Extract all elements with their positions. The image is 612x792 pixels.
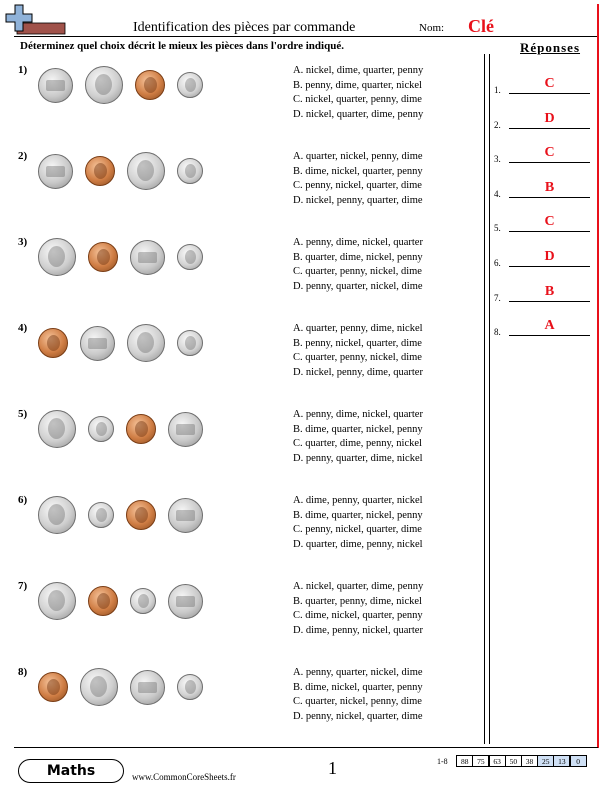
question-number: 2) xyxy=(18,150,28,162)
subject-badge: Maths xyxy=(18,759,124,783)
answer-choices xyxy=(293,322,423,380)
choice-option[interactable]: C. dime, nickel, quarter, penny xyxy=(293,610,423,622)
commoncoresheets-logo xyxy=(5,4,67,36)
answer-value: C xyxy=(544,145,555,161)
answer-row xyxy=(494,180,594,200)
answer-blank[interactable] xyxy=(509,301,590,302)
quarter-coin xyxy=(38,238,76,276)
question-number: 3) xyxy=(18,236,28,248)
dime-coin xyxy=(88,416,114,442)
answer-number: 1. xyxy=(494,85,501,95)
choice-option[interactable]: A. penny, quarter, nickel, dime xyxy=(293,667,423,678)
question-number: 7) xyxy=(18,580,28,592)
nickel-coin xyxy=(38,68,73,103)
nickel-coin xyxy=(168,498,203,533)
choice-option[interactable]: A. nickel, quarter, dime, penny xyxy=(293,581,424,592)
answer-value: D xyxy=(544,110,555,126)
choice-option[interactable]: C. penny, nickel, quarter, dime xyxy=(293,524,422,536)
choice-option[interactable]: A. quarter, nickel, penny, dime xyxy=(293,151,423,162)
problem xyxy=(18,580,478,644)
quarter-coin xyxy=(38,582,76,620)
choice-option[interactable]: B. dime, nickel, quarter, penny xyxy=(293,681,423,693)
nickel-coin xyxy=(80,326,115,361)
nickel-coin xyxy=(168,584,203,619)
penny-coin xyxy=(38,672,68,702)
answer-value: A xyxy=(544,318,555,334)
score-cell: 13 xyxy=(553,755,570,767)
quarter-coin xyxy=(127,152,165,190)
answer-number: 3. xyxy=(494,154,501,165)
score-range: 1-8 xyxy=(437,757,448,766)
quarter-coin xyxy=(38,496,76,534)
choice-option[interactable]: C. quarter, penny, nickel, dime xyxy=(293,352,422,364)
problem xyxy=(18,666,478,730)
answer-choices xyxy=(293,408,423,466)
answer-blank[interactable] xyxy=(509,162,590,163)
problem xyxy=(18,408,478,472)
choice-option[interactable]: B. quarter, dime, nickel, penny xyxy=(293,251,423,263)
answer-blank[interactable] xyxy=(509,335,590,336)
nickel-coin xyxy=(130,670,165,705)
answer-value: B xyxy=(544,283,555,299)
choice-option[interactable]: C. penny, nickel, quarter, dime xyxy=(293,180,422,192)
quarter-coin xyxy=(85,66,123,104)
answer-number: 6. xyxy=(494,258,501,268)
penny-coin xyxy=(88,242,118,272)
problem xyxy=(18,236,478,300)
choice-option[interactable]: C. quarter, nickel, penny, dime xyxy=(293,696,422,708)
dime-coin xyxy=(177,244,203,270)
question-number: 5) xyxy=(18,408,28,420)
answer-value: D xyxy=(544,249,555,264)
footer-divider xyxy=(14,747,598,748)
choice-option[interactable]: A. penny, dime, nickel, quarter xyxy=(293,409,423,420)
dime-coin xyxy=(177,72,203,98)
problem xyxy=(18,150,478,214)
problem xyxy=(18,494,478,558)
choice-option[interactable]: B. dime, nickel, quarter, penny xyxy=(293,165,423,177)
choice-option[interactable]: A. penny, dime, nickel, quarter xyxy=(293,237,423,248)
dime-coin xyxy=(177,330,203,356)
choice-option[interactable]: D. penny, quarter, nickel, dime xyxy=(293,280,423,292)
choice-option[interactable]: D. dime, penny, nickel, quarter xyxy=(293,624,423,636)
dime-coin xyxy=(88,502,114,528)
answer-number: 4. xyxy=(494,188,501,199)
score-cell: 25 xyxy=(537,755,554,767)
answer-value: B xyxy=(544,179,555,195)
question-number: 1) xyxy=(18,64,28,76)
choice-option[interactable]: A. dime, penny, quarter, nickel xyxy=(293,495,423,506)
dime-coin xyxy=(177,158,203,184)
answer-value: C xyxy=(544,76,555,91)
choice-option[interactable]: A. quarter, penny, dime, nickel xyxy=(293,323,423,334)
answer-number: 7. xyxy=(494,292,501,303)
choice-option[interactable]: D. penny, quarter, dime, nickel xyxy=(293,452,423,464)
penny-coin xyxy=(135,70,165,100)
answer-blank[interactable] xyxy=(509,197,590,198)
header-divider xyxy=(14,36,598,37)
name-label: Nom: xyxy=(419,22,445,34)
choice-option[interactable]: D. nickel, penny, quarter, dime xyxy=(293,194,423,206)
choice-option[interactable]: D. quarter, dime, penny, nickel xyxy=(293,538,423,550)
answer-choices xyxy=(293,236,423,294)
worksheet-title: Identification des pièces par commande xyxy=(133,20,356,35)
penny-coin xyxy=(126,414,156,444)
question-number: 8) xyxy=(18,666,28,678)
score-cell: 38 xyxy=(521,755,538,767)
score-cell: 63 xyxy=(489,755,506,767)
penny-coin xyxy=(88,586,118,616)
answer-choices xyxy=(293,64,423,122)
nickel-coin xyxy=(130,240,165,275)
answer-value: C xyxy=(544,214,555,230)
choice-option[interactable]: B. penny, dime, quarter, nickel xyxy=(293,79,422,91)
nickel-coin xyxy=(168,412,203,447)
choice-option[interactable]: C. nickel, quarter, penny, dime xyxy=(293,94,422,106)
answer-row xyxy=(494,76,594,96)
choice-option[interactable]: D. penny, nickel, quarter, dime xyxy=(293,710,423,722)
problem xyxy=(18,322,478,386)
answer-blank[interactable] xyxy=(509,231,590,232)
quarter-coin xyxy=(38,410,76,448)
page-number: 1 xyxy=(328,758,337,778)
answer-row xyxy=(494,318,594,338)
choice-option[interactable]: C. quarter, penny, nickel, dime xyxy=(293,266,422,278)
answers-divider-inner xyxy=(489,54,490,744)
penny-coin xyxy=(126,500,156,530)
answer-blank[interactable] xyxy=(509,266,590,267)
answer-row xyxy=(494,214,594,234)
answer-number: 2. xyxy=(494,119,501,130)
choice-option[interactable]: B. dime, quarter, nickel, penny xyxy=(293,423,423,435)
answer-row xyxy=(494,145,594,165)
answer-choices xyxy=(293,150,423,208)
answer-choices xyxy=(293,666,423,724)
choice-option[interactable]: D. nickel, quarter, dime, penny xyxy=(293,108,424,120)
margin-red-line xyxy=(597,4,599,748)
quarter-coin xyxy=(127,324,165,362)
choice-option[interactable]: B. penny, nickel, quarter, dime xyxy=(293,337,422,349)
choice-option[interactable]: B. dime, quarter, nickel, penny xyxy=(293,509,423,521)
quarter-coin xyxy=(80,668,118,706)
answer-row xyxy=(494,249,594,269)
answer-number: 5. xyxy=(494,223,501,234)
score-cell: 50 xyxy=(505,755,522,767)
answer-row xyxy=(494,111,594,131)
question-number: 4) xyxy=(18,322,28,334)
nickel-coin xyxy=(38,154,73,189)
score-cell: 0 xyxy=(570,755,587,767)
answer-choices xyxy=(293,494,423,552)
penny-coin xyxy=(38,328,68,358)
dime-coin xyxy=(130,588,156,614)
answer-number: 8. xyxy=(494,327,501,338)
choice-option[interactable]: B. quarter, penny, dime, nickel xyxy=(293,595,422,607)
problem xyxy=(18,64,478,128)
instructions: Déterminez quel choix décrit le mieux les pièces dans l'ordre indiqué. xyxy=(20,40,344,52)
answer-choices xyxy=(293,580,423,638)
score-table xyxy=(457,755,587,767)
answers-heading: Réponses xyxy=(520,40,581,55)
score-cell: 75 xyxy=(472,755,489,767)
answer-row xyxy=(494,284,594,304)
answer-blank[interactable] xyxy=(509,93,590,94)
choice-option[interactable]: C. quarter, dime, penny, nickel xyxy=(293,438,422,450)
choice-option[interactable]: A. nickel, dime, quarter, penny xyxy=(293,65,424,76)
website-link[interactable]: www.CommonCoreSheets.fr xyxy=(132,772,236,782)
score-cell: 88 xyxy=(456,755,473,767)
answer-blank[interactable] xyxy=(509,128,590,129)
answers-divider xyxy=(484,54,485,744)
dime-coin xyxy=(177,674,203,700)
answer-key-label: Clé xyxy=(468,16,494,36)
question-number: 6) xyxy=(18,494,28,506)
penny-coin xyxy=(85,156,115,186)
choice-option[interactable]: D. nickel, penny, dime, quarter xyxy=(293,366,423,378)
